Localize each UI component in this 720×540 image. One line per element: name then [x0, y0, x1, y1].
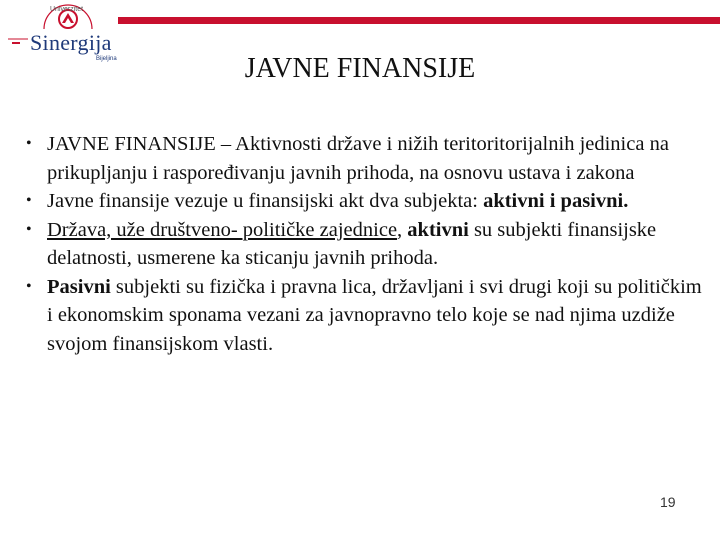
bullet-dot-icon: •: [26, 192, 32, 209]
bullet-text: Pasivni: [47, 275, 111, 298]
bullet-text: aktivni i pasivni.: [483, 190, 629, 212]
bullet-text: Javne finansije vezuje u finansijski akt dva subjekta:: [47, 190, 484, 212]
logo-subtitle: Bijeljina: [96, 56, 117, 62]
bullet-text: ,: [397, 218, 408, 241]
bullet-dot-icon: •: [26, 277, 32, 295]
slide-title-text: JAVNE FINANSIJE: [244, 53, 476, 84]
bullet-text: – Aktivnosti države i nižih teritoritorijalnih jedinica na prikupljanju i raspoređivanju javnih prihoda, na osnovu ustava i zakona: [47, 133, 669, 184]
bullet-item: [22, 187, 702, 216]
bullet-text: Država, uže društveno- političke zajednice: [47, 218, 398, 241]
bullet-list: [22, 130, 702, 358]
logo-arc-text: Univerzitet: [50, 6, 84, 13]
logo-name: Sinergija: [30, 30, 112, 55]
bullet-item: [22, 273, 702, 359]
bullet-item: [22, 216, 702, 273]
bullet-dot-icon: •: [26, 220, 32, 238]
bullet-dot-icon: •: [26, 135, 32, 152]
page-number: 19: [660, 494, 676, 510]
bullet-text: JAVNE FINANSIJE: [47, 133, 216, 155]
bullet-text: aktivni: [407, 218, 469, 241]
bullet-item: [22, 130, 702, 187]
bullet-text: subjekti su fizička i pravna lica, državljani i svi drugi koji su političkim i ekonomskim sponama vezani za javnopravno telo koje se nad njima uzdiže svojom finansijskom vlasti.: [47, 275, 702, 355]
bullet-text: su subjekti finansijske delatnosti, usmerene ka sticanju javnih prihoda.: [47, 218, 657, 269]
slide-title: [0, 52, 720, 86]
header-accent-bar: [118, 17, 720, 24]
